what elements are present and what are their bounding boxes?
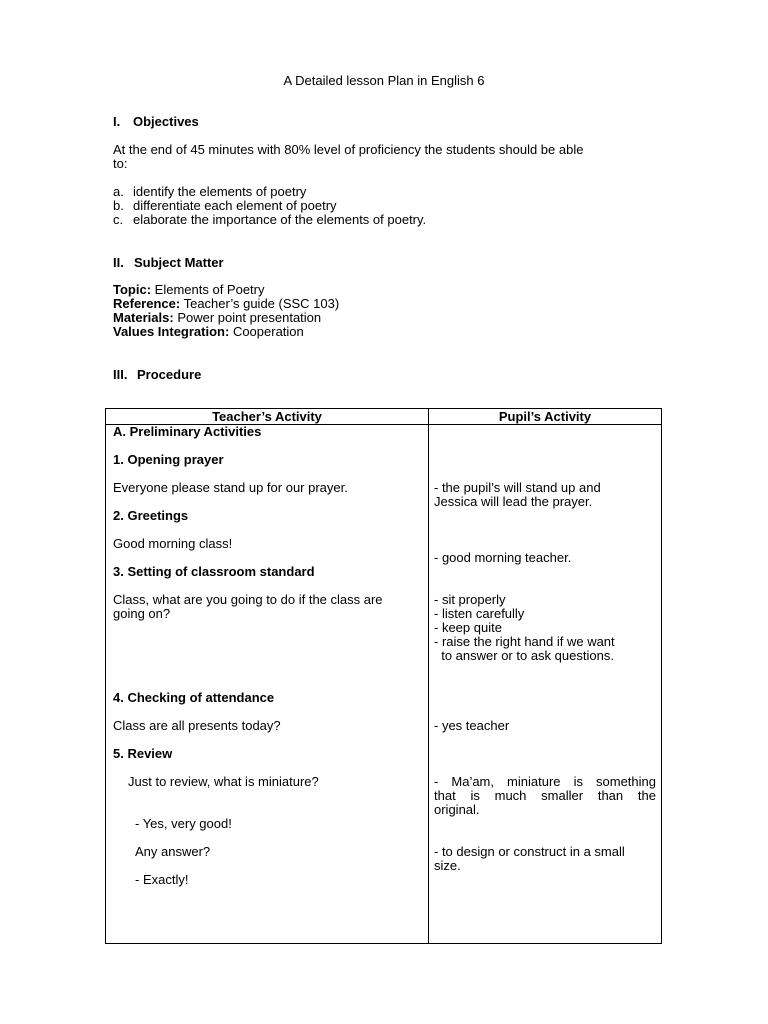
classroom-standard-heading: 3. Setting of classroom standard (113, 564, 315, 579)
pupil-greeting: - good morning teacher. (434, 550, 572, 565)
field-value: Power point presentation (177, 310, 322, 325)
pupil-other-answer-line2: size. (434, 858, 461, 873)
pupil-miniature-line1: - Ma’am, miniature is something (434, 774, 656, 789)
pupil-standard-item: - sit properly (434, 592, 506, 607)
pupil-standard-item: - raise the right hand if we want (434, 634, 615, 649)
subject-matter-heading (113, 256, 224, 270)
field-label: Topic: (113, 282, 152, 297)
objectives-heading-text: Objectives (133, 114, 199, 129)
field-value: Cooperation (232, 324, 304, 339)
attendance-heading: 4. Checking of attendance (113, 690, 275, 705)
table-column-divider (428, 408, 429, 944)
pupil-other-answer-line1: - to design or construct in a small (434, 844, 625, 859)
pupil-activity-header: Pupil’s Activity (498, 409, 592, 424)
objective-item-letter: a. (113, 184, 124, 199)
pupil-standard-item: - listen carefully (434, 606, 525, 621)
review-question: Just to review, what is miniature? (128, 774, 319, 789)
objective-item (113, 199, 337, 213)
pupil-attendance: - yes teacher (434, 718, 510, 733)
pupil-miniature-line3: original. (434, 802, 480, 817)
opening-prayer-text: Everyone please stand up for our prayer. (113, 480, 348, 495)
field-value: Teacher’s guide (SSC 103) (183, 296, 340, 311)
procedure-heading-text: Procedure (137, 367, 202, 382)
procedure-heading (113, 368, 201, 382)
objective-item-text: elaborate the importance of the elements of poetry. (133, 212, 427, 227)
pupil-prayer-line2: Jessica will lead the prayer. (434, 494, 593, 509)
pupil-standard-item: to answer or to ask questions. (434, 648, 614, 663)
pupil-prayer-line1: - the pupil’s will stand up and (434, 480, 601, 495)
classroom-standard-question-line1: Class, what are you going to do if the class are (113, 592, 383, 607)
subject-field-values (113, 325, 304, 339)
preliminary-activities-heading: A. Preliminary Activities (113, 424, 262, 439)
objective-item-letter: c. (113, 212, 124, 227)
objective-item (113, 185, 306, 199)
objectives-intro-line2: to: (113, 156, 128, 171)
review-prompt: Any answer? (135, 844, 211, 859)
subject-matter-number: II. (113, 255, 124, 270)
document-title: A Detailed lesson Plan in English 6 (283, 73, 485, 88)
subject-field-reference (113, 297, 339, 311)
subject-field-topic (113, 283, 264, 297)
opening-prayer-heading: 1. Opening prayer (113, 452, 224, 467)
objective-item-letter: b. (113, 198, 124, 213)
teacher-activity-header: Teacher’s Activity (212, 409, 322, 424)
objective-item-text: identify the elements of poetry (133, 184, 307, 199)
classroom-standard-question-line2: going on? (113, 606, 171, 621)
subject-matter-heading-text: Subject Matter (134, 255, 224, 270)
review-heading: 5. Review (113, 746, 173, 761)
review-feedback-1: - Yes, very good! (135, 816, 232, 831)
subject-field-materials (113, 311, 321, 325)
greetings-heading: 2. Greetings (113, 508, 189, 523)
objectives-number: I. (113, 114, 121, 129)
objectives-intro-line1: At the end of 45 minutes with 80% level of proficiency the students should be able (113, 142, 584, 157)
procedure-number: III. (113, 367, 128, 382)
objective-item (113, 213, 426, 227)
field-label: Values Integration: (113, 324, 230, 339)
pupil-miniature-line2: that is much smaller than the (434, 788, 656, 803)
pupil-standard-item: - keep quite (434, 620, 502, 635)
objective-item-text: differentiate each element of poetry (133, 198, 337, 213)
greetings-text: Good morning class! (113, 536, 233, 551)
review-feedback-2: - Exactly! (135, 872, 189, 887)
field-label: Materials: (113, 310, 174, 325)
field-value: Elements of Poetry (154, 282, 265, 297)
attendance-text: Class are all presents today? (113, 718, 281, 733)
objectives-heading (113, 115, 199, 129)
field-label: Reference: (113, 296, 181, 311)
